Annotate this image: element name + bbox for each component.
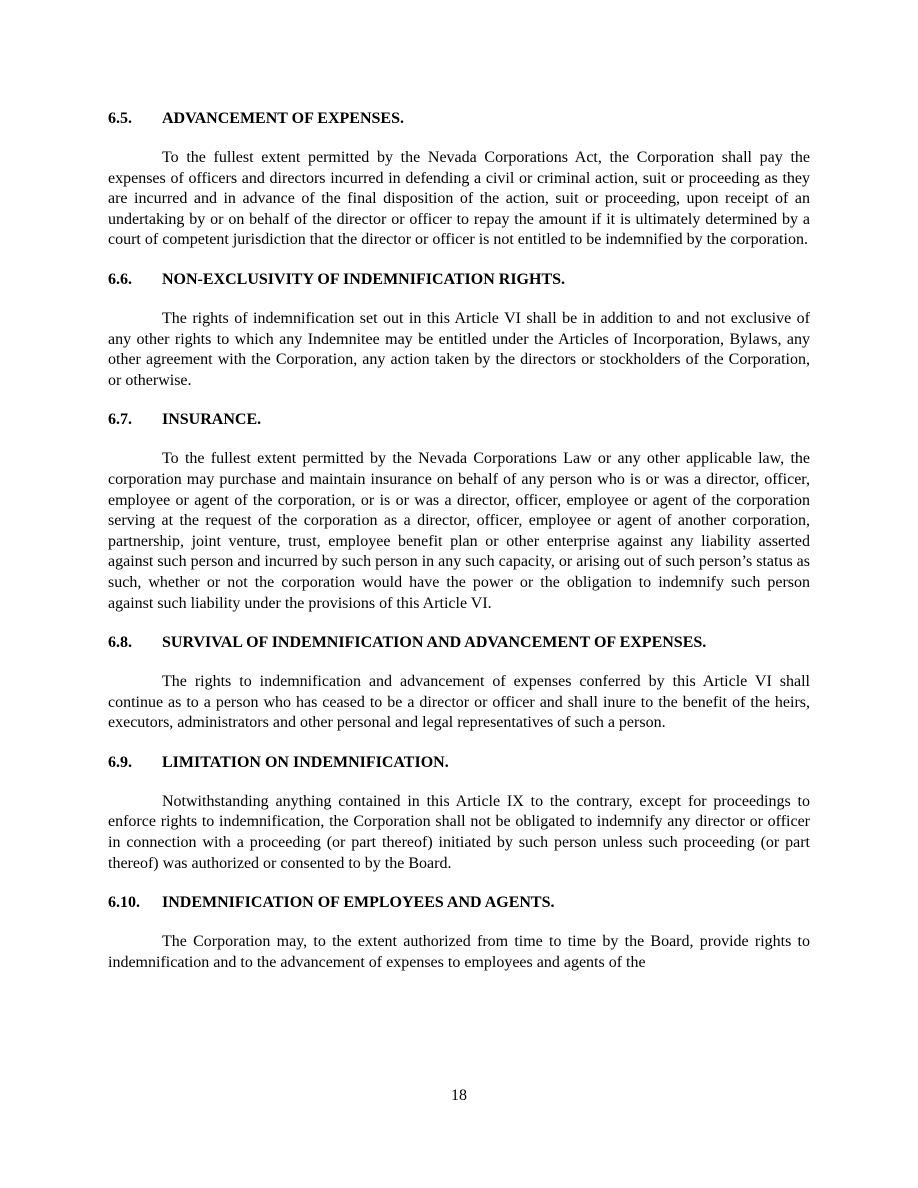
section-paragraph: To the fullest extent permitted by the Nevada Corporations Law or any other applicable law, the corporation may purchase and maintain insurance on behalf of any person who is or was a director, officer, employee or agent of the corporation, or is or was a director, officer, employee or agent of the corporation serving at the request of the corporation as a director, officer, employee or agent of another corporation, partnership, joint venture, trust, employee benefit plan or other enterprise against any liability asserted against such person and incurred by such person in any such capacity, or arising out of such person’s status as such, whether or not the corporation would have the power or the obligation to indemnify such person against such liability under the provisions of this Article VI. <box>108 450 810 612</box>
section-title: INSURANCE. <box>162 411 262 429</box>
section-title: LIMITATION ON INDEMNIFICATION. <box>162 753 449 771</box>
section-number: 6.9. <box>108 753 132 771</box>
section-6-7 <box>108 410 810 614</box>
section-paragraph: Notwithstanding anything contained in this Article IX to the contrary, except for proceedings to enforce rights to indemnification, the Corporation shall not be obligated to indemnify any director or officer in connection with a proceeding (or part thereof) initiated by such person unless such proceeding (or part thereof) was authorized or consented to by the Board. <box>108 792 810 872</box>
section-number: 6.6. <box>108 270 132 288</box>
section-title: ADVANCEMENT OF EXPENSES. <box>162 110 404 127</box>
section-heading <box>108 410 810 430</box>
section-heading <box>108 633 810 653</box>
section-heading <box>108 109 810 129</box>
section-title: SURVIVAL OF INDEMNIFICATION AND ADVANCEMENT OF EXPENSES. <box>162 634 707 652</box>
section-number: 6.8. <box>108 634 132 652</box>
section-paragraph: The rights to indemnification and advancement of expenses conferred by this Article VI shall continue as to a person who has ceased to be a director or officer and shall inure to the benefit of the heirs, executors, administrators and other personal and legal representatives of such a person. <box>108 673 810 732</box>
section-heading <box>108 270 810 290</box>
section-6-9 <box>108 753 810 874</box>
page-number: 18 <box>451 1087 467 1104</box>
section-paragraph: To the fullest extent permitted by the Nevada Corporations Act, the Corporation shall pay the expenses of officers and directors incurred in defending a civil or criminal action, suit or proceeding as they are incurred and in advance of the final disposition of the action, suit or proceeding, upon receipt of an undertaking by or on behalf of the director or officer to repay the amount if it is ultimately determined by a court of competent jurisdiction that the director or officer is not entitled to be indemnified by the corporation. <box>108 149 810 249</box>
section-number: 6.5. <box>108 110 132 127</box>
section-paragraph: The Corporation may, to the extent authorized from time to time by the Board, provide rights to indemnification and to the advancement of expenses to employees and agents of the <box>108 933 810 971</box>
section-6-10 <box>108 893 810 973</box>
section-6-5 <box>108 109 810 251</box>
document-page <box>108 109 810 973</box>
section-paragraph: The rights of indemnification set out in this Article VI shall be in addition to and not exclusive of any other rights to which any Indemnitee may be entitled under the Articles of Incorporation, Bylaws, any other agreement with the Corporation, any action taken by the directors or stockholders of the Corporation, or otherwise. <box>108 309 810 389</box>
section-number: 6.10. <box>108 894 140 912</box>
section-title: INDEMNIFICATION OF EMPLOYEES AND AGENTS. <box>162 894 555 912</box>
section-6-6 <box>108 270 810 391</box>
section-6-8 <box>108 633 810 734</box>
section-number: 6.7. <box>108 411 132 429</box>
section-heading <box>108 893 810 913</box>
section-title: NON-EXCLUSIVITY OF INDEMNIFICATION RIGHTS. <box>162 270 566 288</box>
section-heading <box>108 753 810 773</box>
